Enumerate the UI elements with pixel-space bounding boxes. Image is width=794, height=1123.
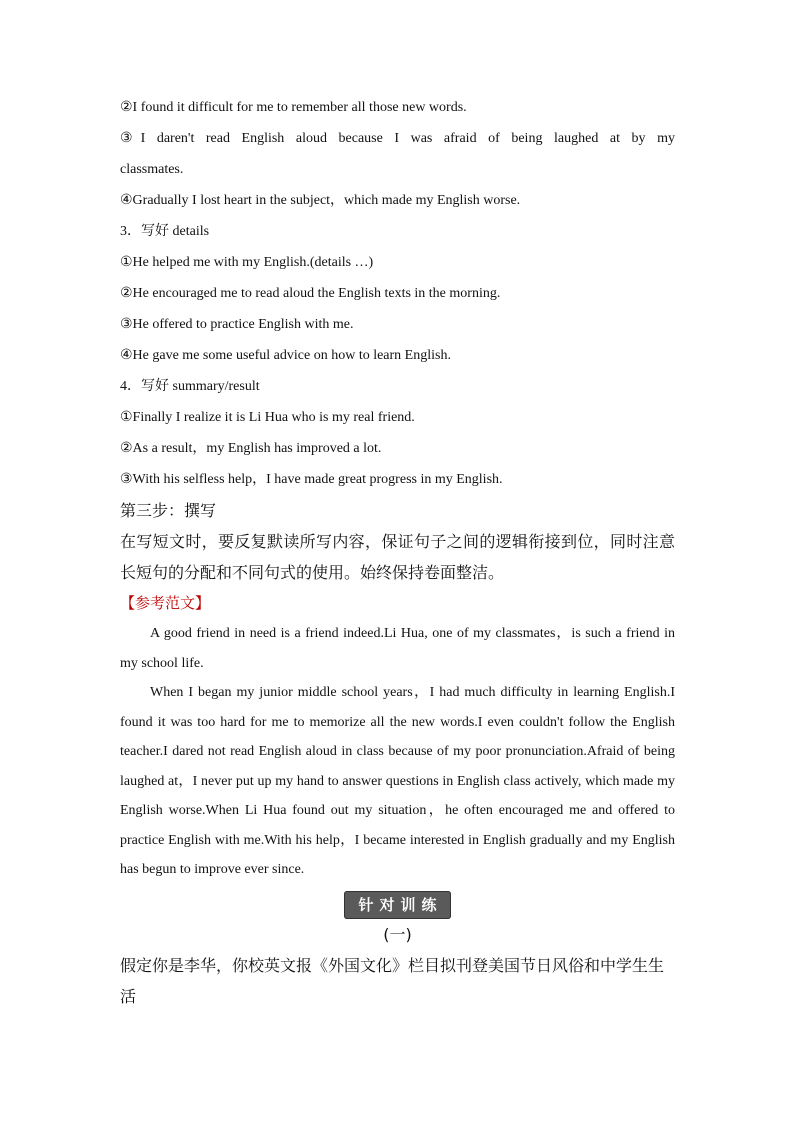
section3-line-2: ②He encouraged me to read aloud the English texts in the morning. bbox=[120, 286, 501, 301]
practice-prompt: 假定你是李华，你校英文报《外国文化》栏目拟刊登美国节日风俗和中学生生活 bbox=[120, 955, 665, 1006]
item-a2: ②I found it difficult for me to remember all those new words. bbox=[120, 100, 467, 115]
section4-heading: 4．写好 summary/result bbox=[120, 379, 260, 394]
document-page bbox=[120, 92, 675, 1012]
section4-line-3: ③With his selfless help，I have made great progress in my English. bbox=[120, 472, 503, 487]
step3-instruction: 在写短文时，要反复默读所写内容，保证句子之间的逻辑衔接到位，同时注意长短句的分配和不同句式的使用。始终保持卷面整洁。 bbox=[120, 532, 675, 582]
section3-heading: 3．写好 details bbox=[120, 224, 210, 239]
section4-line-1: ①Finally I realize it is Li Hua who is my real friend. bbox=[120, 410, 415, 425]
section3-line-4: ④He gave me some useful advice on how to learn English. bbox=[120, 348, 451, 363]
essay-paragraph-2: When I began my junior middle school years，I had much difficulty in learning English.I found it was too hard for me to memorize all the new words.I even couldn't follow the English teacher.I dared not read English aloud in class because of my poor pronunciation.Afraid of being laughed at，I never put up my hand to answer questions in English class actively, which made my English worse.When Li Hua found out my situation，he often encouraged me and offered to practice English with me.With his help，I became interested in English gradually and my English has begun to improve ever since. bbox=[120, 685, 675, 877]
section3-line-3: ③He offered to practice English with me. bbox=[120, 317, 354, 332]
practice-number: (一) bbox=[383, 924, 412, 944]
item-a4: ④Gradually I lost heart in the subject，which made my English worse. bbox=[120, 193, 521, 208]
item-a3-line2: classmates. bbox=[120, 162, 184, 177]
step3-title: 第三步：撰写 bbox=[120, 501, 217, 520]
reference-label: 【参考范文】 bbox=[120, 594, 211, 612]
practice-banner bbox=[120, 891, 675, 919]
section3-line-1: ①He helped me with my English.(details …) bbox=[120, 255, 374, 270]
essay-paragraph-1: A good friend in need is a friend indeed.Li Hua, one of my classmates，is such a friend in my school life. bbox=[120, 626, 675, 671]
practice-banner-label: 针对训练 bbox=[344, 891, 450, 919]
item-a3-line1: ③I daren't read English aloud because I was afraid of being laughed at by my bbox=[120, 131, 675, 146]
section4-line-2: ②As a result，my English has improved a lot. bbox=[120, 441, 382, 456]
